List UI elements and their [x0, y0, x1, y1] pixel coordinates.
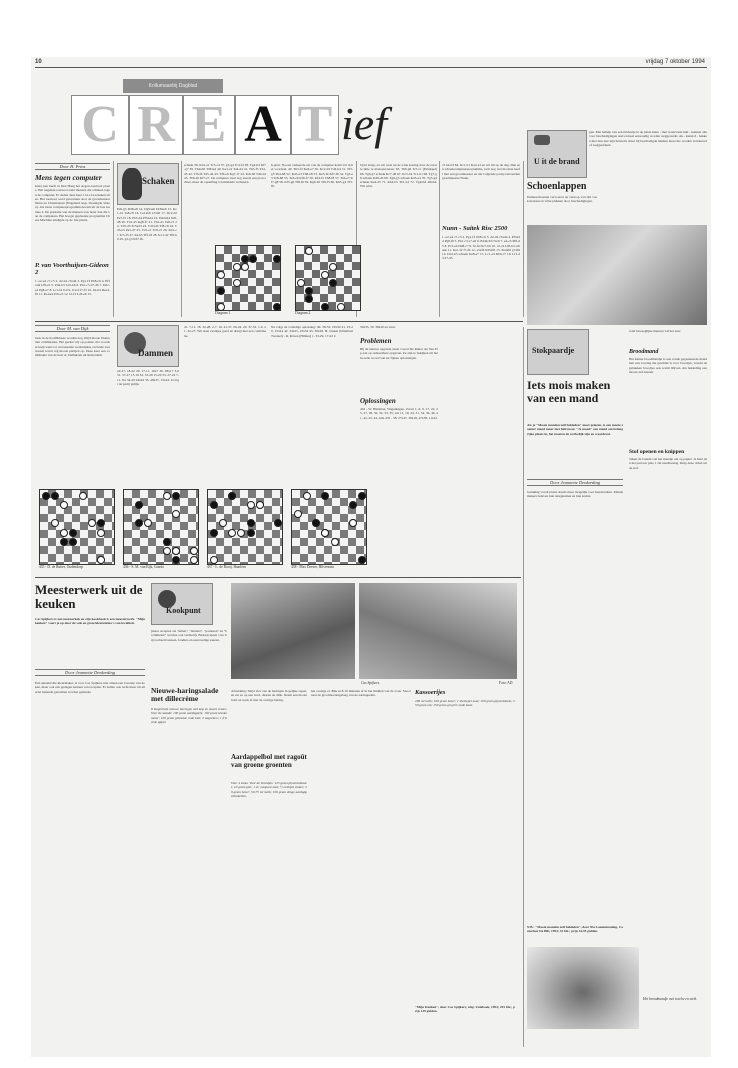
board-piece: [321, 303, 329, 311]
board-piece: [69, 538, 77, 546]
title-letter-c: C: [71, 95, 129, 155]
board-piece: [172, 547, 180, 555]
shoe-photo: [527, 225, 707, 325]
title-tail: ief: [341, 98, 387, 149]
meesterwerk-footer: "Mijn Keuken", door Cas Spijkers; uitg. Unieboek, 1994; 255 blz.; prijs 139 gulden.: [415, 1005, 515, 1014]
stof-body: Teken de bodem van het mandje om op papier. Je hebt dan het patroon plus 1 cm naadtoeslag. Knip deze cirkel uit de stof.: [629, 457, 707, 470]
chess-diagram-1: [215, 245, 281, 311]
dammen-body-3: 41. 7-11. 18. 32-28. 2-7. 19. 41-37. 20-24. 20. 37-32. 1-6. 21. 32-27. Wit staat eventjes goed en dreigt met een combinatie.: [184, 325, 266, 338]
board-piece: [297, 279, 305, 287]
kitchen-photo: [359, 583, 517, 679]
headline-voorthuijsen: P. van Voorthuijsen-Gideon 2: [35, 262, 109, 276]
board-piece: [60, 529, 68, 537]
draughts-board-436: [123, 489, 199, 565]
dammen-body-4: Na volgt de volledige oplossing: 49. 38-33, 19x30 41. 25-20, 15x24 42. 34x25, 23x34 43. 39x28. H. Jansen (Driemaal Twentel) - R. Raven (Hilmar) 1. 33-29, 17-22 2.: [271, 325, 353, 338]
board-piece: [42, 492, 50, 500]
schaken-heading: Schaken: [142, 176, 175, 186]
kookpunt-body: (maar recepten als "kitten", "blender", "parnassn" en "brommelen" worden ook vermeld). Basisrecepten voor bijvoorbeeld sausen, fondkrs en eenvoudige sauzen.: [151, 629, 227, 642]
section-rule: [35, 577, 521, 578]
byline-van-dijk: Door M. van Dijk: [35, 325, 110, 332]
board-piece: [88, 519, 96, 527]
nunn-intro: c5 b4-b3 84. Kc1-b1 Ka4-a3 en wit tilt op de dag. Dan een schaakcomputerprogramma, toch nog wel mooiste heeft met een grootmeester en die volgende partij aanvaarden grootmeester Nunn.: [442, 163, 520, 180]
dammen-body: Ook in de hoofdklasse worden nog altijd mooie finales met combinaties. Het gezien vrij op positie- ma voordeel kuijt soms tot verrassende wedstrijden, en beide toernooien levert erg mooie partijen op. Deze keer een combinatie van de heer A. Dalhuizen uit Rotterdam.: [35, 336, 110, 358]
uit-de-brand-logo: [527, 130, 587, 178]
haringsalade-subheading: Nieuwe-haringsalade met dillecrème: [151, 686, 219, 703]
broodmand-body: Het kleine broodmandje is een ronde gegaasteerde mand met een voering die geschikt is voor broodjes, waarin de gebakken broodjes ook warm blijven. Als bekleding een mooie stof kiezen.: [629, 357, 707, 374]
stof-subheading: Stof openen en knippen: [629, 449, 685, 455]
tap-icon: [534, 135, 550, 145]
column-rule: [523, 327, 524, 1047]
uit-de-brand-body: gen. Met behulp van een rubbertje in de juiste kleur - met watervaste inkt - kunnen alle voor beschadigingen snel en heel eenvoudig worden weggewerkt. Ak - kunstof - hakken met dun leer zijn hersteld, maar bij beschadigde hakken moet die worden vernieuwd of weggestoken.: [589, 130, 707, 147]
chef-photo-caption: Cas Spijkers.: [361, 681, 380, 685]
board-piece: [219, 519, 227, 527]
board-piece: [349, 501, 357, 509]
aardappelbol-recipe: Voor 4 stuks. Voor de broodjes: 125 gram pijnenboltaart; 10 gram gist; 1 ei; mespunt zout; ½ eetlepel suiker; 20 gram boter; 50-75 ml melk; 100 gram droge aardappelkroketten.: [231, 781, 307, 798]
meesterwerk-body-3: het overige ei. Bak in 8-10 minuten af in het midden van de oven. Snoor naar de grootmoedergelaag van de aardappelen.: [311, 689, 411, 698]
board-piece: [321, 492, 329, 500]
kassoerijes-body: 200 ml melk; 100 gram boter; 1 theelepel zout; 100 gram pijnenbloem; 250 gram ent; 150 gram gruyère oude kaas.: [415, 699, 515, 708]
schaken-body-2: schaak 36. Kd1-e1 Tc5-c4 37. g3-g4 Tc4-f4 38. Tg4-h4 Kf7-g7 39. Th4xh5 Tc8xa4 40. Ke1-e2 Ta4-d4 41. Th5-f5 Td4-d5 42. Tf5-f6 Td5-d4 43. Tf6-e6 Kg7-f7 44. Te6-b6 Td4-b4 45. Tb6-a6 Kf7-e7. De computer staat nog steeds een pion achter, maar de opstelling is inmiddels verbeterd.: [184, 163, 266, 185]
dammen-heading: Dammen: [138, 348, 173, 358]
board-piece: [303, 492, 311, 500]
board-piece: [273, 303, 281, 311]
board-piece: [233, 279, 241, 287]
byline-denkerding-2: Door Jeannette Denkerding: [35, 669, 145, 676]
board-piece: [69, 529, 77, 537]
board-piece: [305, 287, 313, 295]
section-rule: [35, 321, 523, 322]
board-piece: [331, 538, 339, 546]
board-piece: [305, 295, 313, 303]
column-rule: [439, 161, 440, 317]
chess-knight-icon: [122, 168, 142, 200]
board-piece: [358, 556, 366, 564]
board-piece: [144, 519, 152, 527]
board-piece: [233, 263, 241, 271]
board-piece: [337, 303, 345, 311]
board-piece: [247, 519, 255, 527]
header-rule: [35, 67, 707, 68]
section-title: [71, 95, 401, 155]
schaken-body-3: h-pion. Na een verkeerde zet van de computer komt wit in het voordeel. 49. Th3-f3 Ke6-e7 50. Kc2-d3 Td4-h4 51. Tf3-g3 Th4-h8 52. Kd3-e3 Th8-e8 53. Ke3-f4 Kf7-f6 54. Tg3-e3 Te8-h8 55. Te3-e6 Kf6-f7 56. Kf4-f5 Th8-f8 57. Te6-e7 Kf7-g8 58. Kf5-g6 Tf8-f6 59. Kg6-h5 Tf6-f5 60. Kh5-g4 Tf5-f6.: [271, 163, 353, 189]
board-piece: [273, 255, 281, 263]
board-piece: [51, 492, 59, 500]
nunn-body: 1. e2-e4 c7-c5 2. Pg1-f3 Pb8-c6 3. d2-d4 c5xd4 4. Pf3xd4 Pg8-f6 5. Pb1-c3 e7-e6 6. Pd4xc6 b7xc6 7. e4-e5 Pf6-d5 8. Pc3-e4 Dd8-c7 9. f2-f4 Dc7-b6 10. c2-c4 Lf8-b4 schaak 11. Ke1-f2 f7-f6 12. e5xf6 Pd5xf6 13. Pe4xf6 g7xf6 14. Dd1-h5 schaak Ke8-e7 15. Lc1-e3 Db6-c7 16. Lf1-d3 d7-d5.: [442, 235, 520, 261]
board-piece: [172, 556, 180, 564]
board-piece: [135, 501, 143, 509]
column-rule: [523, 161, 524, 317]
headline-mens-tegen-computer: Mens tegen computer: [35, 173, 102, 182]
kassoerijes-heading: Kassoerijes: [415, 689, 446, 696]
board-piece: [163, 492, 171, 500]
board-piece: [190, 547, 198, 555]
problemen-heading: Problemen: [360, 337, 392, 345]
mand-footer: N.B.: "Mooie manden zelf bekleden", door Nia Laammnaning, Cantecleer De Bilt, 1994; 32 blz.; prijs 16,95 gulden.: [527, 925, 623, 934]
draughts-board-438: [291, 489, 367, 565]
board-piece: [312, 519, 320, 527]
board-piece: [274, 519, 282, 527]
board-piece: [329, 279, 337, 287]
board-piece: [97, 519, 105, 527]
headline-iets-mois-maken: Iets mois maken van een mand: [527, 378, 611, 405]
diagram-1-caption: Diagram 1.: [215, 311, 232, 315]
chess-moves: 1. e2-e4 c7-c5 2. d2-d4 c5xd4 3. Pg1-f3 Pb8-c6 4. Pf3xd4 Lf8-e5 5. Pd4-b3 Le5-b6 6. Pb1-c3 d7-d6 7. Dd1-e2 Pg8-e7 8. Lc1-f4 0-0 9. 0-0-0 f7-f5 10. h2-h4 Dea4-f6 11. Pe-ke4 Pc6-e5 12. f2-f3 Lc8-e6 13.: [35, 279, 110, 296]
diagram-2-caption: Diagram 2.: [295, 311, 312, 315]
byline-prins: Door H. Prins: [35, 163, 110, 170]
board-piece: [163, 538, 171, 546]
meesterwerk-body: Een smaakvolle kleurmaker, is voor Cas Spijkers niet alleen een lovende van koken, maar ook een gedegen kennen van recepten. Er zullen ook recht meer uit allerlei bekende gerechten worden gemaakt.: [35, 681, 145, 694]
board-piece: [237, 529, 245, 537]
board-piece: [190, 556, 198, 564]
board-piece: [241, 263, 249, 271]
stokpaardje-logo: [527, 329, 589, 375]
draughts-board-435: [39, 489, 115, 565]
board-piece: [97, 556, 105, 564]
board-piece: [210, 529, 218, 537]
newspaper-page: [31, 57, 711, 1057]
title-letter-r: R: [129, 95, 183, 155]
board-piece: [329, 263, 337, 271]
headline-schoenlappen: Schoenlappen: [527, 181, 587, 192]
kookpunt-logo: [151, 583, 213, 625]
board-piece: [217, 271, 225, 279]
chess-diagram-2: [295, 245, 361, 311]
board-piece: [60, 538, 68, 546]
basket-photo: [527, 947, 639, 1029]
board-piece: [305, 247, 313, 255]
board-caption-435: 435 - D. de Ruiter, Oudendorp: [39, 565, 83, 569]
board-piece: [228, 529, 236, 537]
meesterwerk-intro: Cas Spijkers is een meesterkok en zijn kookboek is een meesterwerk. "Mijn keuken" voert je op door de vele en grote kleurenfoto's van kwaliteit.: [35, 617, 145, 626]
board-piece: [217, 303, 225, 311]
board-piece: [247, 529, 255, 537]
haringsalade-recipe: 8 magistrale nieuwe haringen met kop en staart eraan; Voor de salade: 100 gram aardappels; 100 gram komkommer; 100 gram gekookte rode biet; 2 augurken; 1 frissiste appel.: [151, 707, 227, 724]
board-piece: [135, 519, 143, 527]
stokpaardje-heading: Stokpaardje: [532, 346, 575, 355]
draughts-board-437: [207, 489, 283, 565]
board-piece: [217, 287, 225, 295]
board-piece: [228, 492, 236, 500]
oplossingen-heading: Oplossingen: [360, 397, 396, 405]
schoenlappen-intro: Damesschoenen vervoeren na verloop van tijd vaak krassen en witte plekken door beschadigingen.: [527, 195, 597, 204]
basket-caption: Het broodmandje met toeche en strik.: [643, 997, 697, 1001]
section-badge: Kollumaanbij Dagblad: [123, 79, 223, 93]
aardappelbol-subheading: Aardappelbol met ragoût van groene groenten: [231, 753, 307, 769]
board-piece: [79, 492, 87, 500]
board-caption-437: 437 - L. de Rooij, Haarlem: [207, 565, 246, 569]
dammen-body-2: 22-27, 18-22 29. 17-11. 16x7 30. 28x17 3-6 31. 37-27 13-16 32. 33-28 15-20 33. 27-22 7-11. Na 34-29 24x42 35. 48x37, 15x24. Zo ligt de partij gelijk.: [117, 369, 179, 386]
article-mens-body: Ieder jaar heeft in Den Haag het Aegon-toernooi plaats. Het negende toernooi trekt mensen die schaken tegen de computer. Er deden deze keer 114-114 schakers mee. Het toernooi werd gewonnen door de grootmeester Nunn en Christiansen (Engeland resp. Verenigde Staten). Als beste computerprogramma kwam uit de bus Genius 2. De prestatie van de mensen was beter dan die van de computers. Het hoogst geplaatste programma Chess Machine eindigde op de 16e plaats.: [35, 184, 110, 223]
schaken-body: Pe6-g5 Dd8-e8 14. Dg5xe6 Dc8xe6 15. Kc1-b1 Ta8-c8 16. Le1xb6 a7xb6 17. Dc2-d2 Pe7-f5 18. Pb5-d4 Pf5xd4 19. Dd2xd4 Te8-d8 20. Td1-d5 Kg8-f7 21. Th1-d1 Te8-c5 22. Td5-d3 Pc5xd3 23. Td1xd3 Tf8-c8 24. Td3-e3 Pe5-d7 25. Td1-e1 Tc8-c5 26. Kb1-c1 Tc5-f5 27. h4-h5 Tf5-f6 28. Kc1-d2 Tf6-h6 29. g2-g3 Kf7-f6.: [117, 207, 177, 242]
board-piece: [51, 519, 59, 527]
board-caption-436: 436 - S. M. van Eijk, Gouda: [123, 565, 164, 569]
photo-credit: Foto: AD: [499, 681, 513, 685]
title-letter-e: E: [183, 95, 235, 155]
chef-photo: [231, 583, 355, 679]
board-piece: [163, 547, 171, 555]
board-piece: [172, 510, 180, 518]
mand-body: Gelukkig wordt plaats steeds meer mogelijk voor handwerken. Mandemakers beleven hun terugkomen en hun komst.: [527, 490, 623, 499]
board-piece: [349, 519, 357, 527]
mand-intro: Als je "Mooie manden zelf bekleden" moet gelezen, is een mooie zoemer mand maar niet half mooi. "Je mand" een mand om belangrijke plaats in, het moeten de werkelijk zijn en waardevol.: [527, 423, 623, 436]
board-piece: [249, 255, 257, 263]
board-piece: [294, 510, 302, 518]
column-rule: [113, 161, 114, 317]
board-piece: [60, 501, 68, 509]
board-piece: [210, 556, 218, 564]
dammen-body-5: 50x35, 30. 38x20 en wint.: [360, 325, 396, 329]
board-piece: [172, 492, 180, 500]
title-letter-t: T: [291, 95, 339, 155]
page-date: vrijdag 7 oktober 1994: [645, 59, 705, 65]
byline-denkerding: Door Jeannette Denkerding: [527, 479, 623, 486]
stokpaardje-body: rond beweeglijke mensen wil het zeer.: [629, 329, 681, 333]
board-piece: [256, 501, 264, 509]
schaken-body-4: bij in slaap, en wit weet nu de witte koning door de zwarte linie te manoeuvreren. 65. Th6-g6 Tc5-c1 (Eindspel) 66. Tg6-g7 schaak Kc7-d6 67. Kc5-b4 Tc1-b1 68. Tg7-g6 schaak Kd6-d5 69. Tg6-g5 schaak Kd5-e4 70. Tg5-g4 schaak Ke4-d5 71. Kb4-b5 Tb1-b4 72. Tg4xb4 d6xb4. Wit wint.: [360, 163, 437, 189]
board-piece: [241, 255, 249, 263]
board-piece: [210, 501, 218, 509]
oplossingen-body: 434 - W. Hulsman, Wageningen. Zwart 1, 6, 9, 17, 22, 25, 27, 28, 30, 32, 33, 35; wit 11, 19, 24, 31, 34, 39, 40, 41, 42, 43, 44. Alle 435 - 38. 27x47, 38x18, 47x38, 11x22.: [360, 407, 438, 420]
board-piece: [321, 529, 329, 537]
broodmand-subheading: Broodmand: [629, 349, 659, 355]
board-piece: [247, 501, 255, 509]
dammen-logo: [117, 325, 179, 367]
headline-meesterwerk: Meesterwerk uit de keuken: [35, 582, 143, 611]
problemen-body: Bij de nieuwe opgaven staan vooral De Ruiter als Van Erp aan op onhoudbare opgaven. Ze zijn te bekijken uit het Groede woord van ter fijnste oplossingen.: [360, 347, 438, 360]
uit-de-brand-heading: U it de brand: [534, 157, 580, 166]
board-caption-438: 438 - Max Doeser, Hilversum: [291, 565, 334, 569]
meesterwerk-body-2: Afwerking: Snijd vier van de haringen in gelijke repen, en zet ze op een bord, daarna de dille. Neem een mooie bord en werk af met de overige haring.: [231, 689, 307, 702]
headline-nunn: Nunn - Saitek Risc 2500: [442, 225, 508, 232]
board-piece: [97, 529, 105, 537]
board-piece: [358, 492, 366, 500]
column-rule: [181, 161, 182, 317]
title-letter-a: A: [235, 95, 291, 155]
schaken-logo: [117, 163, 179, 205]
board-piece: [321, 271, 329, 279]
page-number: 10: [35, 59, 42, 65]
kookpunt-heading: Kookpunt: [166, 606, 201, 615]
